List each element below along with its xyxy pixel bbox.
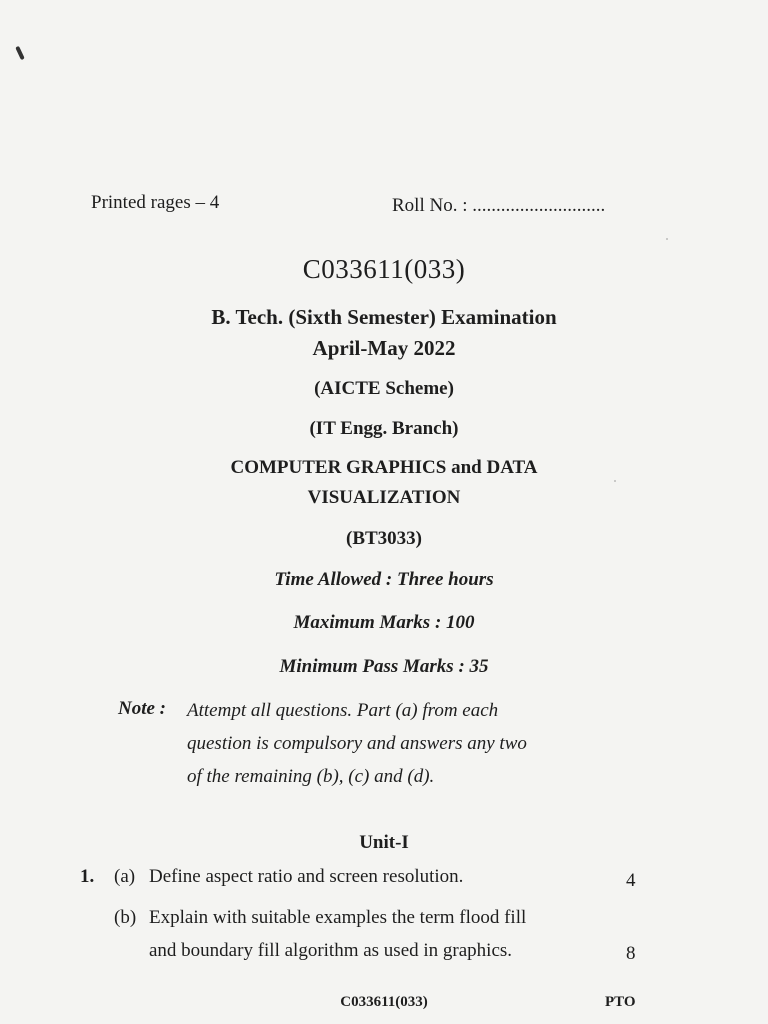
question-part-b-line-2: and boundary fill algorithm as used in graphics. <box>149 940 513 961</box>
exam-session: April-May 2022 <box>312 336 456 360</box>
question-part-a-text: Define aspect ratio and screen resolution. <box>149 866 464 887</box>
minimum-pass-marks: Minimum Pass Marks : 35 <box>279 656 489 677</box>
paper-code: C033611(033) <box>302 254 466 284</box>
note-line-3: of the remaining (b), (c) and (d). <box>187 766 435 787</box>
ink-mark <box>15 46 25 60</box>
note-line-2: question is compulsory and answers any two <box>187 733 527 754</box>
question-part-a-marks: 4 <box>626 870 636 891</box>
question-part-b-line-1: Explain with suitable examples the term flood fill <box>149 907 527 928</box>
subject-title-line1: COMPUTER GRAPHICS and DATA <box>230 457 538 478</box>
subject-code: (BT3033) <box>346 528 422 549</box>
roll-number-field: Roll No. : ............................ <box>392 195 606 216</box>
printed-pages: Printed rages – 4 <box>91 192 220 213</box>
footer-pto: PTO <box>605 994 636 1010</box>
time-allowed: Time Allowed : Three hours <box>274 569 494 590</box>
question-part-b-label: (b) <box>114 907 137 928</box>
note-label: Note : <box>118 698 167 719</box>
subject-title-line2: VISUALIZATION <box>307 487 461 508</box>
scheme: (AICTE Scheme) <box>314 378 454 399</box>
footer-paper-code: C033611(033) <box>340 994 428 1010</box>
question-part-a-label: (a) <box>114 866 136 887</box>
question-part-b-marks: 8 <box>626 943 636 964</box>
exam-title: B. Tech. (Sixth Semester) Examination <box>211 305 557 329</box>
question-number: 1. <box>80 866 95 887</box>
maximum-marks: Maximum Marks : 100 <box>293 612 475 633</box>
branch: (IT Engg. Branch) <box>309 418 459 439</box>
paper-speck <box>614 480 616 482</box>
paper-speck <box>666 238 668 240</box>
note-line-1: Attempt all questions. Part (a) from each <box>187 700 499 721</box>
unit-heading: Unit-I <box>359 832 409 853</box>
